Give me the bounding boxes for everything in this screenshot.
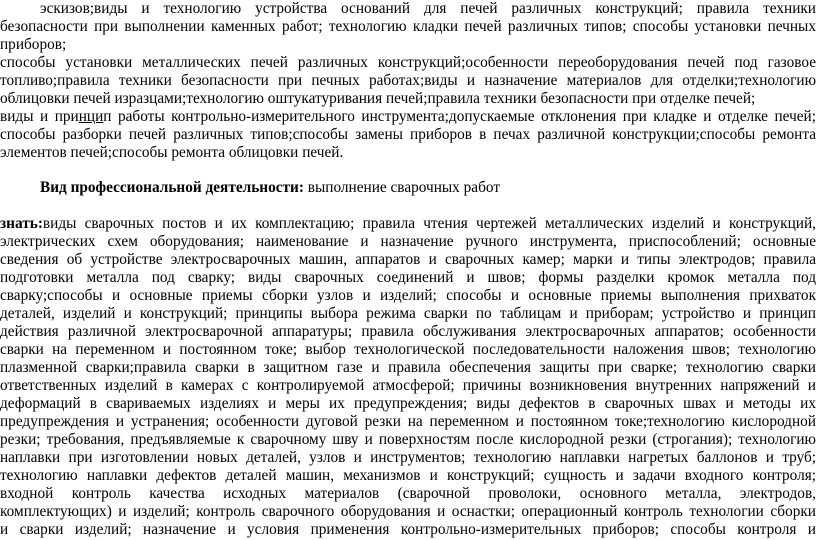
text-line: действия различной электросварочной аппаратуры; правила обслуживания электросварочных аппаратов; особенности [0,323,816,340]
text-line: топливо;правила техники безопасности при печных работах;виды и назначение материалов для отделки;технологию [0,72,816,89]
text-line: облицовки печей изразцами;технологию оштукатуривания печей;правила техники безопасности при отделке печей; [0,90,756,107]
text-line: комплектующих) и изделий; контроль сварочного оборудования и оснастки; операционный контроль технологии сборки [0,503,816,520]
text-line: безопасности при выполнении каменных работ; технологию кладки печей различных типов; способы установки печных [0,18,816,35]
heading-value: выполнение сварочных работ [303,179,501,196]
text-line: деталей, изделий и конструкций; принципы выбора режима сварки по таблицам и приборам; устройство и принцип [0,305,816,322]
text-line: ответственных изделий в камерах с контролируемой атмосферой; причины возникновения внутренних напряжений и [0,377,816,394]
text-fragment: п работы контрольно-измерительного инструмента;допускаемые отклонения при кладке и отделке печей; [103,108,816,125]
text-line: предупреждения и устранения; особенности дуговой резки на переменном и постоянном токе;технологию кислородной [0,413,816,430]
heading-label: Вид профессиональной деятельности: [40,179,304,196]
text-line [0,215,816,233]
text-line: сварку;способы и основные приемы сборки узлов и изделий; способы и основные приемы выполнения прихваток [0,287,816,304]
activity-heading [40,179,500,197]
text-line: деформаций в свариваемых изделиях и меры их предупреждения; виды дефектов в сварочных швах и методы их [0,395,816,412]
text-line: наплавки при изготовлении новых деталей, узлов и инструментов; технологию наплавки нагретых баллонов и труб; [0,449,816,466]
text-line: эскизов;виды и технологию устройства оснований для печей различных конструкций; правила техники [40,0,816,17]
text-line: способы разборки печей различных типов;способы замены приборов в печах различной конструкции;способы ремонта [0,126,816,143]
text-line: электрических схем оборудования; наименование и назначение ручного инструмента, приспособлений; основные [0,233,816,250]
text-line: сварки на переменном и постоянном токе; выбор технологической последовательности наложения швов; технологию [0,341,816,358]
underlined-fragment: нци [78,108,104,125]
text-line: технологию наплавки дефектов деталей машин, механизмов и конструкций; сущность и задачи входного контроля; [0,467,816,484]
text-line: плазменной сварки;правила сварки в защитном газе и правила обеспечения защиты при сварке; технологию сварки [0,359,816,376]
text-line: подготовки металла под сварку; виды сварочных соединений и швов; формы разделки кромок металла под [0,269,816,286]
text-line: элементов печей;способы ремонта облицовки печей. [0,144,344,161]
text-line: резки; требования, предъявляемые к сварочному шву и поверхностям после кислородной резки (строгания); технологию [0,431,816,448]
text-line: способы установки металлических печей различных конструкций;особенности переоборудования печей под газовое [0,54,816,71]
text-fragment: виды и при [0,108,79,125]
text-fragment: виды сварочных постов и их комплектацию; правила чтения чертежей металлических изделий и конструкций, [42,215,816,232]
text-line: приборов; [0,36,67,53]
text-line: входной контроль качества исходных материалов (сварочной проволоки, основного металла, электродов, [0,485,816,502]
text-line [0,108,816,126]
know-label: знать: [0,215,43,232]
text-line: сведения об устройстве электросварочных машин, аппаратов и сварочных камер; марки и типы электродов; правила [0,251,816,268]
text-line: и сварки изделий; назначение и условия применения контрольно-измерительных приборов; способы контроля и [0,521,816,538]
